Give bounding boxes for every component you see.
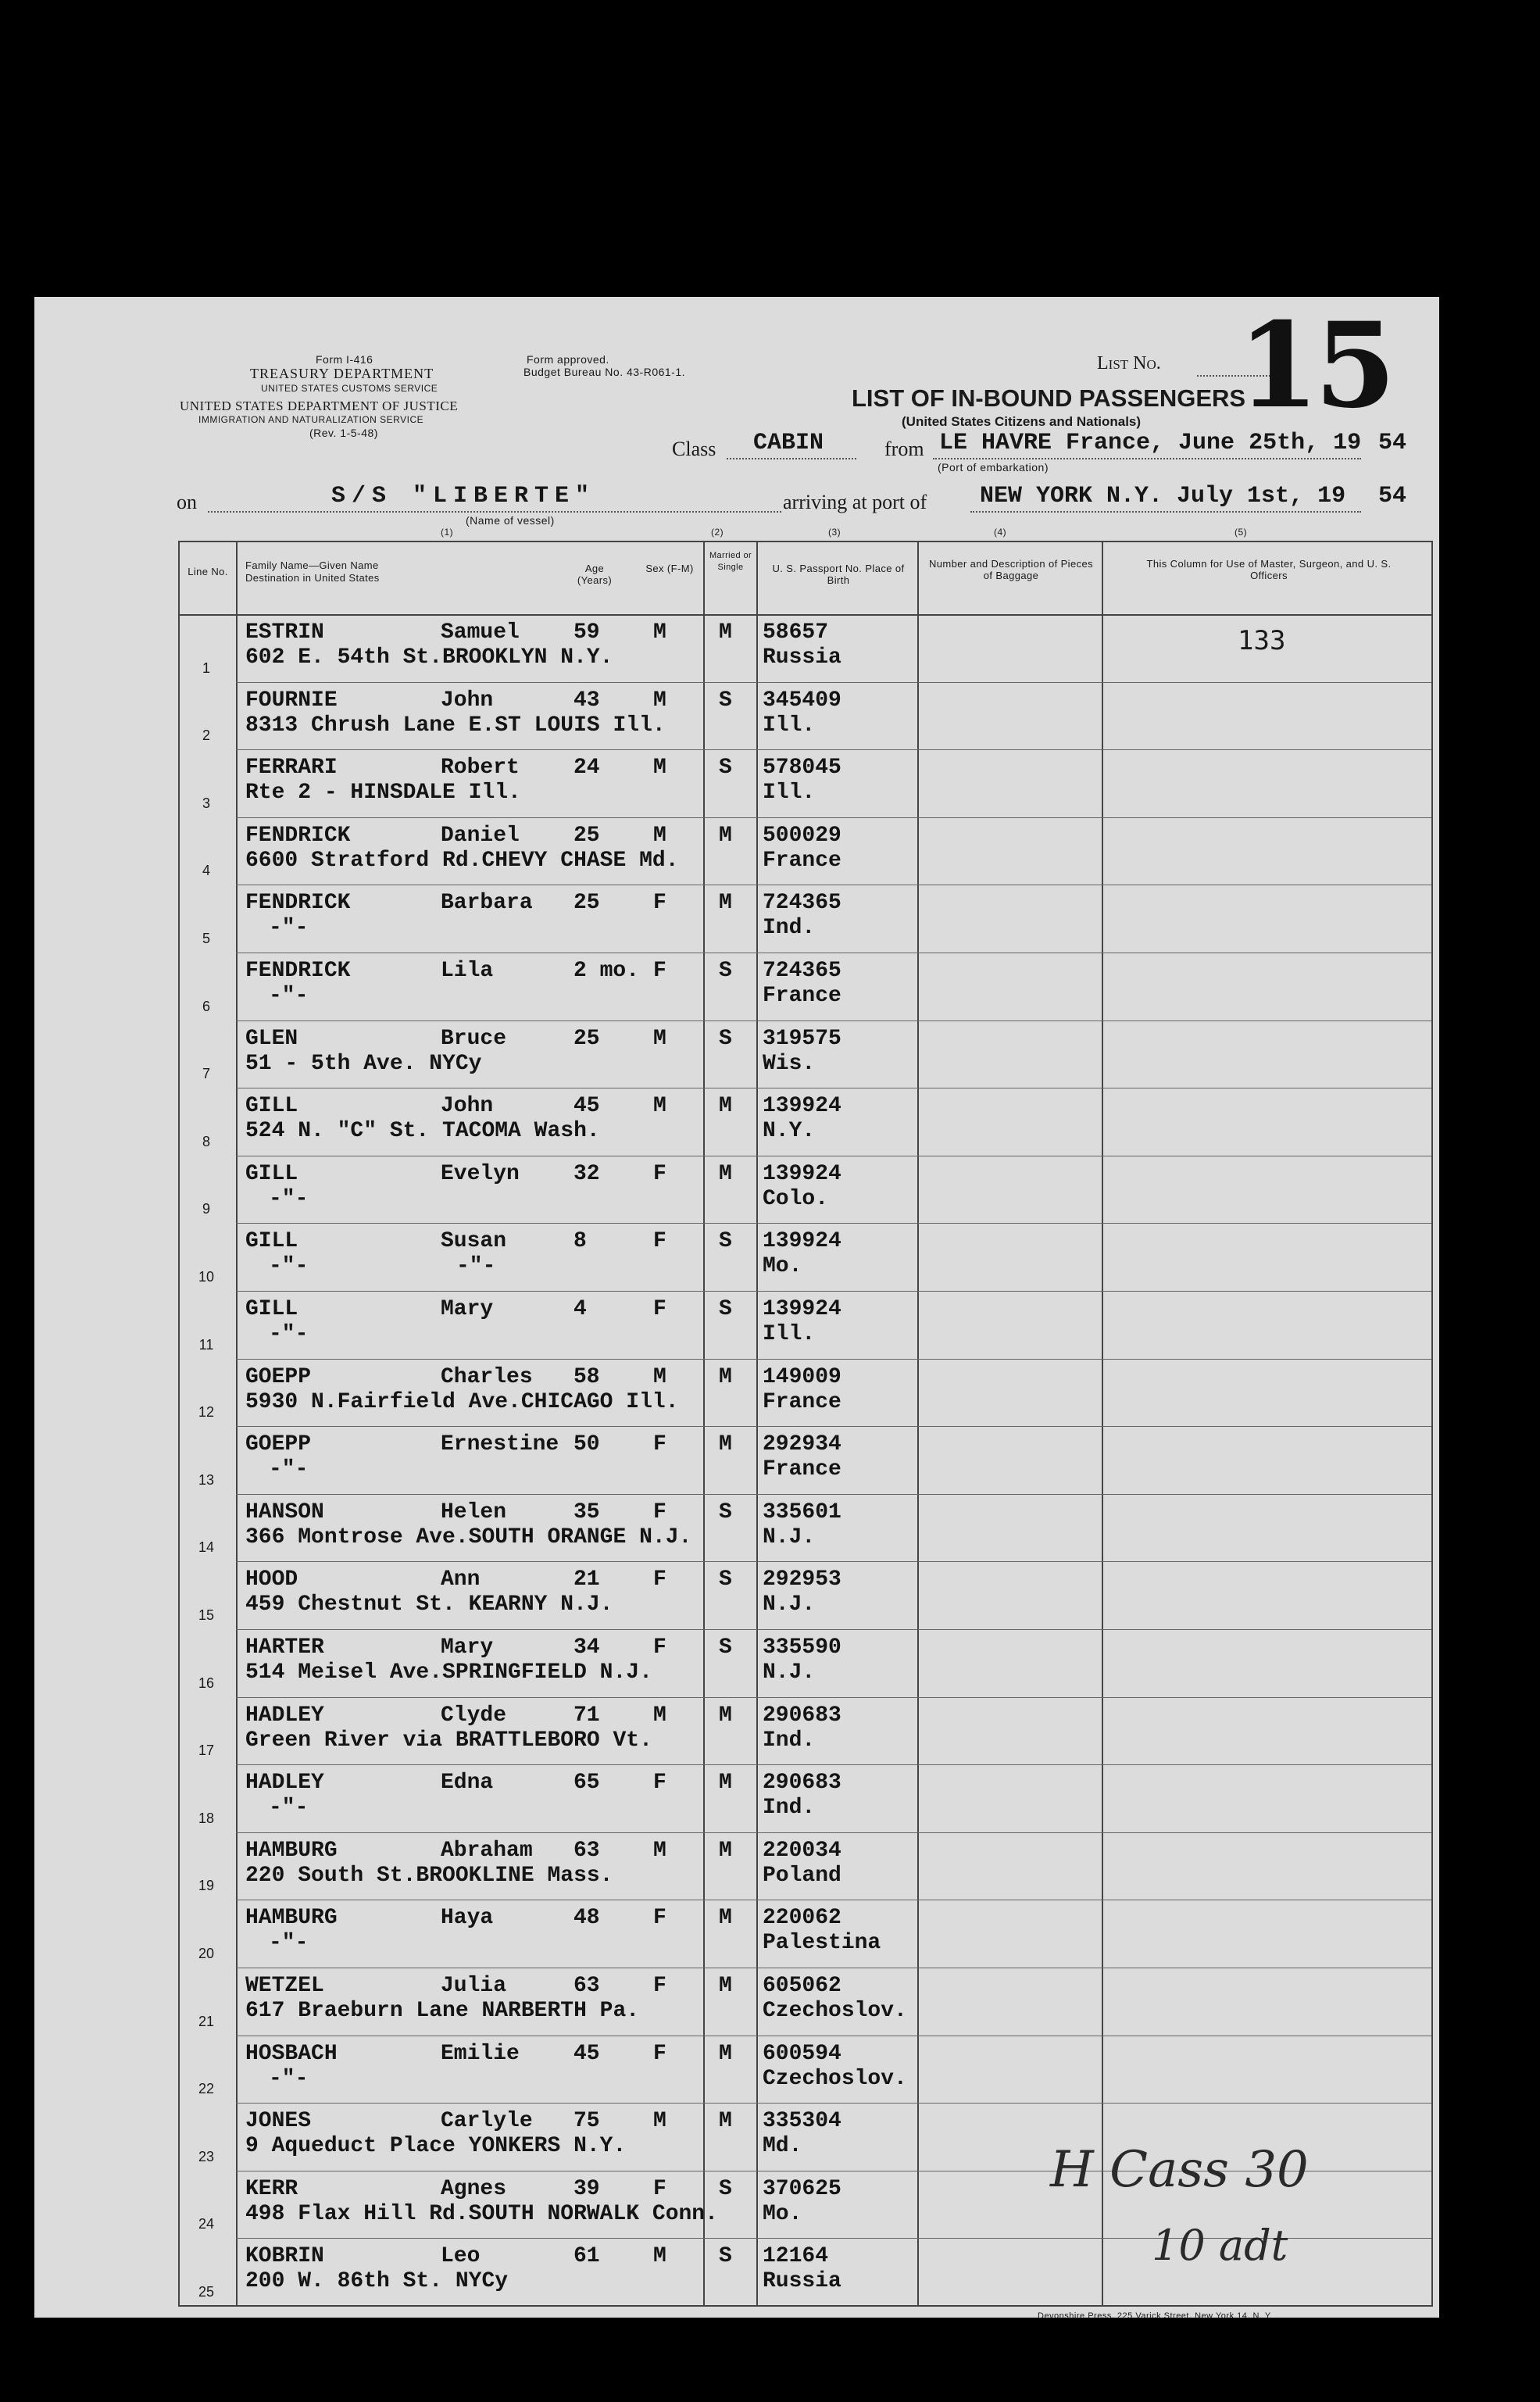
family-name: HANSON <box>245 1499 324 1524</box>
table-row <box>34 1764 1439 1832</box>
passport-number: 290683 <box>763 1703 841 1728</box>
sex: M <box>653 823 666 848</box>
age: 48 <box>573 1906 600 1931</box>
family-name: GOEPP <box>245 1432 312 1457</box>
place-of-birth: Ill. <box>763 1322 816 1346</box>
column-header-married: Married or Single <box>709 551 752 572</box>
sex: F <box>653 1297 666 1321</box>
marital-status: M <box>719 620 732 645</box>
printer-imprint: Devonshire Press, 225 Varick Street, New York 14, N. Y. <box>1038 2311 1273 2321</box>
line-number: 23 <box>198 2148 215 2164</box>
passport-number: 335601 <box>763 1499 841 1524</box>
place-of-birth: Wis. <box>763 1051 816 1076</box>
family-name: JONES <box>245 2109 312 2134</box>
given-name: Ann <box>441 1567 481 1592</box>
given-name: Abraham <box>441 1838 533 1863</box>
place-of-birth: Palestina <box>763 1931 881 1956</box>
sex: M <box>653 1838 666 1863</box>
marital-status: M <box>719 1906 732 1931</box>
line-number: 14 <box>198 1539 215 1556</box>
place-of-birth: N.J. <box>763 1592 816 1617</box>
handwritten-notation: H Cass 30 <box>1050 2141 1309 2199</box>
sex: M <box>653 2244 666 2269</box>
age: 63 <box>573 1838 600 1863</box>
marital-status: M <box>719 1094 732 1119</box>
on-label: on <box>177 491 197 513</box>
table-row <box>34 1088 1439 1156</box>
line-number: 22 <box>198 2081 215 2097</box>
age: 34 <box>573 1635 600 1660</box>
from-label: from <box>884 438 924 460</box>
column-header-name: Family Name—Given Name <box>245 559 379 571</box>
place-of-birth: Mo. <box>763 2201 802 2226</box>
sex: M <box>653 620 666 645</box>
sex: M <box>653 1026 666 1051</box>
place-of-birth: Ill. <box>763 713 816 738</box>
destination: -"- <box>269 2066 309 2091</box>
passport-number: 139924 <box>763 1094 841 1119</box>
marital-status: S <box>719 1499 732 1524</box>
age: 25 <box>573 891 600 916</box>
given-name: Helen <box>441 1499 507 1524</box>
family-name: GILL <box>245 1297 298 1321</box>
column-header-line-no: Line No. <box>188 566 228 577</box>
age: 45 <box>573 1094 600 1119</box>
family-name: GOEPP <box>245 1364 312 1389</box>
age: 8 <box>573 1229 587 1254</box>
table-row <box>34 1629 1439 1697</box>
passenger-list-sheet <box>34 297 1439 2321</box>
passport-number: 319575 <box>763 1026 841 1051</box>
table-row <box>34 1359 1439 1427</box>
family-name: HADLEY <box>245 1703 324 1728</box>
sex: F <box>653 2041 666 2066</box>
port-embarkation-caption: (Port of embarkation) <box>938 461 1049 474</box>
document-title: LIST OF IN-BOUND PASSENGERS <box>852 384 1246 412</box>
given-name: Daniel <box>441 823 520 848</box>
place-of-birth: Md. <box>763 2134 802 2159</box>
marital-status: M <box>719 2109 732 2134</box>
sex: F <box>653 1432 666 1457</box>
sex: M <box>653 1364 666 1389</box>
table-row <box>34 885 1439 953</box>
embarkation-year: 54 <box>1378 430 1407 456</box>
table-row <box>34 682 1439 750</box>
destination: 200 W. 86th St. NYCy <box>245 2269 509 2294</box>
sex: F <box>653 1771 666 1796</box>
given-name: Haya <box>441 1906 494 1931</box>
given-name: Barbara <box>441 891 533 916</box>
place-of-birth: Russia <box>763 645 841 670</box>
table-row <box>34 1561 1439 1629</box>
column-number: (1) <box>441 527 454 538</box>
column-header-sex: Sex (F-M) <box>645 563 694 574</box>
table-row <box>34 1494 1439 1562</box>
vessel-name-caption: (Name of vessel) <box>466 514 555 527</box>
destination: -"- <box>269 1796 309 1821</box>
line-number: 5 <box>202 930 210 946</box>
family-name: GLEN <box>245 1026 298 1051</box>
destination: -"- <box>269 916 309 941</box>
family-name: FENDRICK <box>245 891 351 916</box>
customs-service: UNITED STATES CUSTOMS SERVICE <box>261 383 438 394</box>
marital-status: S <box>719 959 732 983</box>
given-name: Agnes <box>441 2176 507 2201</box>
given-name: Clyde <box>441 1703 507 1728</box>
destination: -"- <box>269 1457 309 1482</box>
column-header-age: Age (Years) <box>577 563 613 586</box>
table-row <box>34 953 1439 1020</box>
marital-status: M <box>719 1432 732 1457</box>
line-number: 25 <box>198 2283 215 2300</box>
table-row <box>34 1223 1439 1291</box>
marital-status: M <box>719 1974 732 1998</box>
passport-number: 58657 <box>763 620 829 645</box>
given-name: Ernestine <box>441 1432 559 1457</box>
passport-number: 139924 <box>763 1161 841 1186</box>
handwritten-notation: 10 adt <box>1152 2221 1288 2270</box>
family-name: GILL <box>245 1094 298 1119</box>
arriving-label: arriving at port of <box>783 491 927 513</box>
age: 65 <box>573 1771 600 1796</box>
age: 71 <box>573 1703 600 1728</box>
marital-status: M <box>719 1703 732 1728</box>
marital-status: M <box>719 891 732 916</box>
table-row <box>34 817 1439 885</box>
line-number: 20 <box>198 1945 215 1961</box>
given-name: Samuel <box>441 620 520 645</box>
sex: F <box>653 959 666 983</box>
destination: Rte 2 - HINSDALE Ill. <box>245 781 521 806</box>
passport-number: 335304 <box>763 2109 841 2134</box>
line-number: 8 <box>202 1133 210 1149</box>
destination: 617 Braeburn Lane NARBERTH Pa. <box>245 1999 640 2023</box>
place-of-birth: N.Y. <box>763 1119 816 1144</box>
family-name: GILL <box>245 1229 298 1254</box>
line-number: 12 <box>198 1404 215 1421</box>
passport-number: 724365 <box>763 891 841 916</box>
family-name: WETZEL <box>245 1974 324 1998</box>
destination: 220 South St.BROOKLINE Mass. <box>245 1863 613 1888</box>
table-row <box>34 1156 1439 1224</box>
list-number: 15 <box>1238 297 1392 434</box>
destination: 514 Meisel Ave.SPRINGFIELD N.J. <box>245 1660 652 1685</box>
place-of-birth: Czechoslov. <box>763 2066 907 2091</box>
line-number: 1 <box>202 659 210 676</box>
given-name: Charles <box>441 1364 533 1389</box>
sex: F <box>653 1635 666 1660</box>
age: 43 <box>573 688 600 713</box>
table-row <box>34 1900 1439 1968</box>
passport-number: 149009 <box>763 1364 841 1389</box>
age: 21 <box>573 1567 600 1592</box>
destination: 498 Flax Hill Rd.SOUTH NORWALK Conn. <box>245 2201 718 2226</box>
age: 39 <box>573 2176 600 2201</box>
age: 61 <box>573 2244 600 2269</box>
age: 2 mo. <box>573 959 640 983</box>
class-value: CABIN <box>753 430 824 456</box>
line-number: 16 <box>198 1675 215 1691</box>
age: 75 <box>573 2109 600 2134</box>
document-subtitle: (United States Citizens and Nationals) <box>902 414 1142 429</box>
destination: 524 N. "C" St. TACOMA Wash. <box>245 1119 600 1144</box>
sex: F <box>653 2176 666 2201</box>
place-of-birth: N.J. <box>763 1660 816 1685</box>
family-name: FENDRICK <box>245 959 351 983</box>
list-number-label: List No. <box>1097 353 1161 374</box>
table-row <box>34 1426 1439 1494</box>
line-number: 24 <box>198 2216 215 2232</box>
line-number: 17 <box>198 1743 215 1759</box>
destination: -"- <box>269 984 309 1008</box>
place-of-birth: Russia <box>763 2269 841 2294</box>
line-number: 21 <box>198 2013 215 2029</box>
passport-number: 220034 <box>763 1838 841 1863</box>
place-of-birth: Ill. <box>763 781 816 806</box>
destination: 602 E. 54th St.BROOKLYN N.Y. <box>245 645 613 670</box>
given-name: Emilie <box>441 2041 520 2066</box>
passport-number: 292953 <box>763 1567 841 1592</box>
marital-status: M <box>719 823 732 848</box>
age: 35 <box>573 1499 600 1524</box>
line-number: 9 <box>202 1201 210 1217</box>
port-of-embarkation: LE HAVRE France, June 25th, 19 <box>939 430 1362 456</box>
line-number: 7 <box>202 1066 210 1082</box>
age: 50 <box>573 1432 600 1457</box>
place-of-birth: France <box>763 1457 841 1482</box>
table-row <box>34 1291 1439 1359</box>
sex: F <box>653 1499 666 1524</box>
given-name: Mary <box>441 1297 494 1321</box>
marital-status: S <box>719 2176 732 2201</box>
line-number: 18 <box>198 1810 215 1826</box>
marital-status: S <box>719 1026 732 1051</box>
immigration-service: IMMIGRATION AND NATURALIZATION SERVICE <box>198 414 424 425</box>
destination: 6600 Stratford Rd.CHEVY CHASE Md. <box>245 848 679 873</box>
given-name: Susan <box>441 1229 507 1254</box>
line-number: 2 <box>202 727 210 744</box>
destination: 9 Aqueduct Place YONKERS N.Y. <box>245 2134 627 2159</box>
marital-status: S <box>719 2244 732 2269</box>
form-revision: (Rev. 1-5-48) <box>309 427 378 439</box>
sex: F <box>653 1567 666 1592</box>
form-approved: Form approved. <box>527 353 609 366</box>
given-name: Leo <box>441 2244 481 2269</box>
passport-number: 12164 <box>763 2244 829 2269</box>
family-name: HOOD <box>245 1567 298 1592</box>
given-name: Edna <box>441 1771 494 1796</box>
marital-status: S <box>719 756 732 781</box>
destination: -"- <box>269 1931 309 1956</box>
family-name: FERRARI <box>245 756 338 781</box>
column-header-baggage: Number and Description of Pieces of Baggage <box>928 558 1094 581</box>
place-of-birth: Mo. <box>763 1254 802 1279</box>
destination: 51 - 5th Ave. NYCy <box>245 1051 482 1076</box>
place-of-birth: Ind. <box>763 1728 816 1753</box>
place-of-birth: Poland <box>763 1863 841 1888</box>
passport-number: 600594 <box>763 2041 841 2066</box>
destination: -"- <box>269 1322 309 1346</box>
passport-number: 500029 <box>763 823 841 848</box>
given-name: Julia <box>441 1974 507 1998</box>
passport-number: 335590 <box>763 1635 841 1660</box>
place-of-birth: France <box>763 848 841 873</box>
table-row <box>34 749 1439 817</box>
family-name: FENDRICK <box>245 823 351 848</box>
family-name: HARTER <box>245 1635 324 1660</box>
table-row <box>34 1697 1439 1765</box>
column-number: (4) <box>994 527 1007 538</box>
passport-number: 220062 <box>763 1906 841 1931</box>
class-label: Class <box>672 438 716 460</box>
column-number: (3) <box>828 527 841 538</box>
given-name: Lila <box>441 959 494 983</box>
budget-bureau: Budget Bureau No. 43-R061-1. <box>523 366 686 378</box>
age: 25 <box>573 823 600 848</box>
column-number: (2) <box>711 527 724 538</box>
marital-status: M <box>719 1161 732 1186</box>
destination: -"- <box>269 1254 309 1279</box>
given-name-ditto: -"- <box>456 1254 496 1279</box>
arrival-year: 54 <box>1378 483 1407 509</box>
column-header-destination: Destination in United States <box>245 572 380 584</box>
passport-number: 292934 <box>763 1432 841 1457</box>
family-name: HAMBURG <box>245 1838 338 1863</box>
place-of-birth: Colo. <box>763 1186 829 1211</box>
table-row <box>34 2036 1439 2104</box>
sex: F <box>653 1974 666 1998</box>
sex: F <box>653 1906 666 1931</box>
family-name: HAMBURG <box>245 1906 338 1931</box>
family-name: KOBRIN <box>245 2244 324 2269</box>
sex: M <box>653 756 666 781</box>
vessel-name: S/S "LIBERTE" <box>331 483 596 509</box>
passport-number: 139924 <box>763 1229 841 1254</box>
destination: 459 Chestnut St. KEARNY N.J. <box>245 1592 613 1617</box>
age: 24 <box>573 756 600 781</box>
sex: F <box>653 1161 666 1186</box>
age: 58 <box>573 1364 600 1389</box>
line-number: 11 <box>198 1336 214 1353</box>
line-number: 6 <box>202 998 210 1014</box>
destination: Green River via BRATTLEBORO Vt. <box>245 1728 652 1753</box>
marital-status: M <box>719 1364 732 1389</box>
table-row <box>34 1968 1439 2036</box>
line-number: 4 <box>202 863 210 879</box>
marital-status: M <box>719 1838 732 1863</box>
given-name: Bruce <box>441 1026 507 1051</box>
family-name: KERR <box>245 2176 298 2201</box>
passport-number: 345409 <box>763 688 841 713</box>
family-name: GILL <box>245 1161 298 1186</box>
age: 4 <box>573 1297 587 1321</box>
given-name: Evelyn <box>441 1161 520 1186</box>
arrival-port-date: NEW YORK N.Y. July 1st, 19 <box>980 483 1346 509</box>
place-of-birth: Czechoslov. <box>763 1999 907 2023</box>
place-of-birth: Ind. <box>763 1796 816 1821</box>
sex: M <box>653 1094 666 1119</box>
age: 45 <box>573 2041 600 2066</box>
passport-number: 605062 <box>763 1974 841 1998</box>
marital-status: S <box>719 1229 732 1254</box>
destination: -"- <box>269 1186 309 1211</box>
family-name: HADLEY <box>245 1771 324 1796</box>
place-of-birth: France <box>763 984 841 1008</box>
form-number: Form I-416 <box>316 353 373 366</box>
table-row <box>34 1020 1439 1088</box>
department-of-justice: UNITED STATES DEPARTMENT OF JUSTICE <box>180 399 459 413</box>
place-of-birth: France <box>763 1389 841 1414</box>
sex: M <box>653 688 666 713</box>
age: 59 <box>573 620 600 645</box>
sex: M <box>653 1703 666 1728</box>
age: 25 <box>573 1026 600 1051</box>
given-name: Robert <box>441 756 520 781</box>
column-header-officers: This Column for Use of Master, Surgeon, and U. S. Officers <box>1146 558 1392 581</box>
given-name: Mary <box>441 1635 494 1660</box>
sex: M <box>653 2109 666 2134</box>
sex: F <box>653 1229 666 1254</box>
line-number: 3 <box>202 795 210 811</box>
column-header-passport: U. S. Passport No. Place of Birth <box>772 563 905 586</box>
passport-number: 370625 <box>763 2176 841 2201</box>
table-row <box>34 1832 1439 1900</box>
passport-number: 139924 <box>763 1297 841 1321</box>
line-number: 15 <box>198 1607 215 1623</box>
line-number: 10 <box>198 1268 215 1285</box>
table-row <box>34 614 1439 682</box>
age: 32 <box>573 1161 600 1186</box>
family-name: ESTRIN <box>245 620 324 645</box>
destination: 5930 N.Fairfield Ave.CHICAGO Ill. <box>245 1389 679 1414</box>
officer-note: 133 <box>1238 625 1286 656</box>
treasury-department: TREASURY DEPARTMENT <box>250 366 434 381</box>
marital-status: M <box>719 2041 732 2066</box>
marital-status: M <box>719 1771 732 1796</box>
marital-status: S <box>719 1567 732 1592</box>
given-name: Carlyle <box>441 2109 533 2134</box>
line-number: 13 <box>198 1471 215 1488</box>
marital-status: S <box>719 688 732 713</box>
age: 63 <box>573 1974 600 1998</box>
destination: 366 Montrose Ave.SOUTH ORANGE N.J. <box>245 1524 692 1550</box>
passport-number: 578045 <box>763 756 841 781</box>
destination: 8313 Chrush Lane E.ST LOUIS Ill. <box>245 713 666 738</box>
passport-number: 724365 <box>763 959 841 983</box>
place-of-birth: Ind. <box>763 916 816 941</box>
place-of-birth: N.J. <box>763 1524 816 1550</box>
given-name: John <box>441 688 494 713</box>
given-name: John <box>441 1094 494 1119</box>
sex: F <box>653 891 666 916</box>
line-number: 19 <box>198 1878 215 1894</box>
marital-status: S <box>719 1297 732 1321</box>
column-number: (5) <box>1235 527 1248 538</box>
family-name: HOSBACH <box>245 2041 338 2066</box>
passport-number: 290683 <box>763 1771 841 1796</box>
family-name: FOURNIE <box>245 688 338 713</box>
marital-status: S <box>719 1635 732 1660</box>
